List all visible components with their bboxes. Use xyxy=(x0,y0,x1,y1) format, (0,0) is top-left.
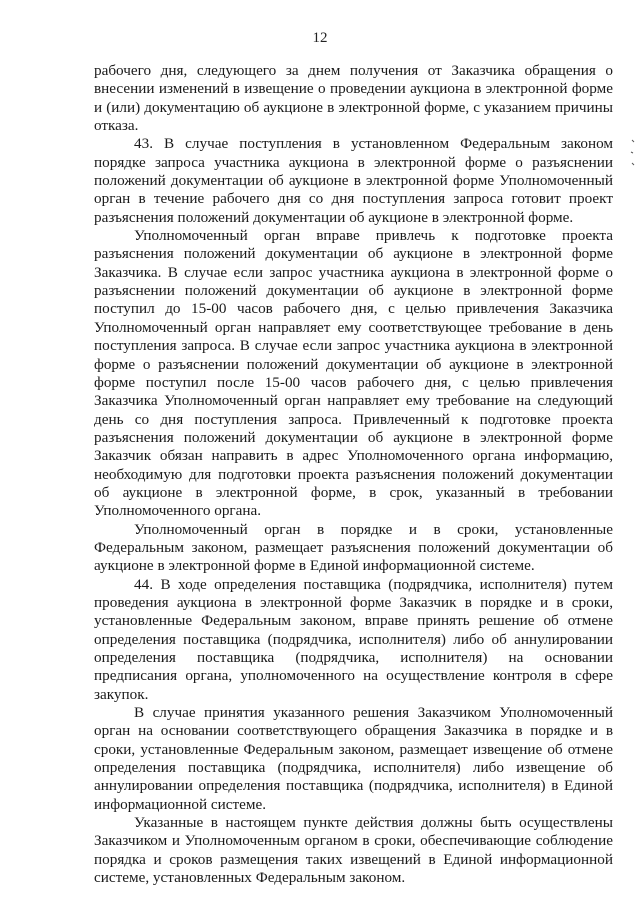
document-body xyxy=(94,62,613,887)
paragraph-clause-43-publication: Уполномоченный орган в порядке и в сроки, установленные Федеральным законом, размещает разъяснения положений документации об аукционе в электронной форме в Единой информационной системе. xyxy=(94,520,613,575)
paragraph-clause-43: 43. В случае поступления в установленном Федеральным законом порядке запроса участника аукциона в электронной форме о разъяснении положений документации об аукционе в электронной форме Уполномоченный орган в течение рабочего дня со дня поступления запроса готовит проект разъяснения положений документации об аукционе в электронной форме. xyxy=(94,135,613,226)
paragraph-clause-44: 44. В ходе определения поставщика (подрядчика, исполнителя) путем проведения аукциона в электронной форме Заказчик в порядке и в сроки, установленные Федеральным законом, вправе принять решение об отмене определения поставщика (подрядчика, исполнителя) либо об аннулировании определения поставщика (подрядчика, исполнителя) на основании предписания органа, уполномоченного на осуществление контроля в сфере закупок. xyxy=(94,575,613,703)
scan-edge-marks xyxy=(628,138,636,168)
paragraph-continuation: рабочего дня, следующего за днем получения от Заказчика обращения о внесении изменений в извещение о проведении аукциона в электронной форме и (или) документацию об аукционе в электронной форме, с указанием причины отказа. xyxy=(94,62,613,135)
paragraph-clause-44-notice: В случае принятия указанного решения Заказчиком Уполномоченный орган на основании соответствующего обращения Заказчика в порядке и в сроки, установленные Федеральным законом, размещает извещение об отмене определения поставщика (подрядчика, исполнителя) либо извещение об аннулировании определения поставщика (подрядчика, исполнителя) в Единой информационной системе. xyxy=(94,704,613,813)
paragraph-clause-44-deadlines: Указанные в настоящем пункте действия должны быть осуществлены Заказчиком и Уполномоченным органом в сроки, обеспечивающие соблюдение порядка и сроков размещения таких извещений в Единой информационной системе, установленных Федеральным законом. xyxy=(94,814,613,887)
paragraph-clause-43-involvement: Уполномоченный орган вправе привлечь к подготовке проекта разъяснения положений документации об аукционе в электронной форме Заказчика. В случае если запрос участника аукциона в электронной форме о разъяснении положений документации об аукционе в электронной форме поступил до 15-00 часов рабочего дня, с целью привлечения Заказчика Уполномоченный орган направляет ему соответствующее требование в день поступления запроса. В случае если запрос участника аукциона в электронной форме о разъяснении положений документации об аукционе в электронной форме поступил после 15-00 часов рабочего дня, с целью привлечения Заказчика Уполномоченный орган направляет ему требование на следующий день со дня поступления запроса. Привлеченный к подготовке проекта разъяснения положений документации об аукционе в электронной форме Заказчик обязан направить в адрес Уполномоченного органа информацию, необходимую для подготовки проекта разъяснения положений документации об аукционе в электронной форме, в срок, указанный в требовании Уполномоченного органа. xyxy=(94,227,613,520)
page-number: 12 xyxy=(312,30,328,46)
